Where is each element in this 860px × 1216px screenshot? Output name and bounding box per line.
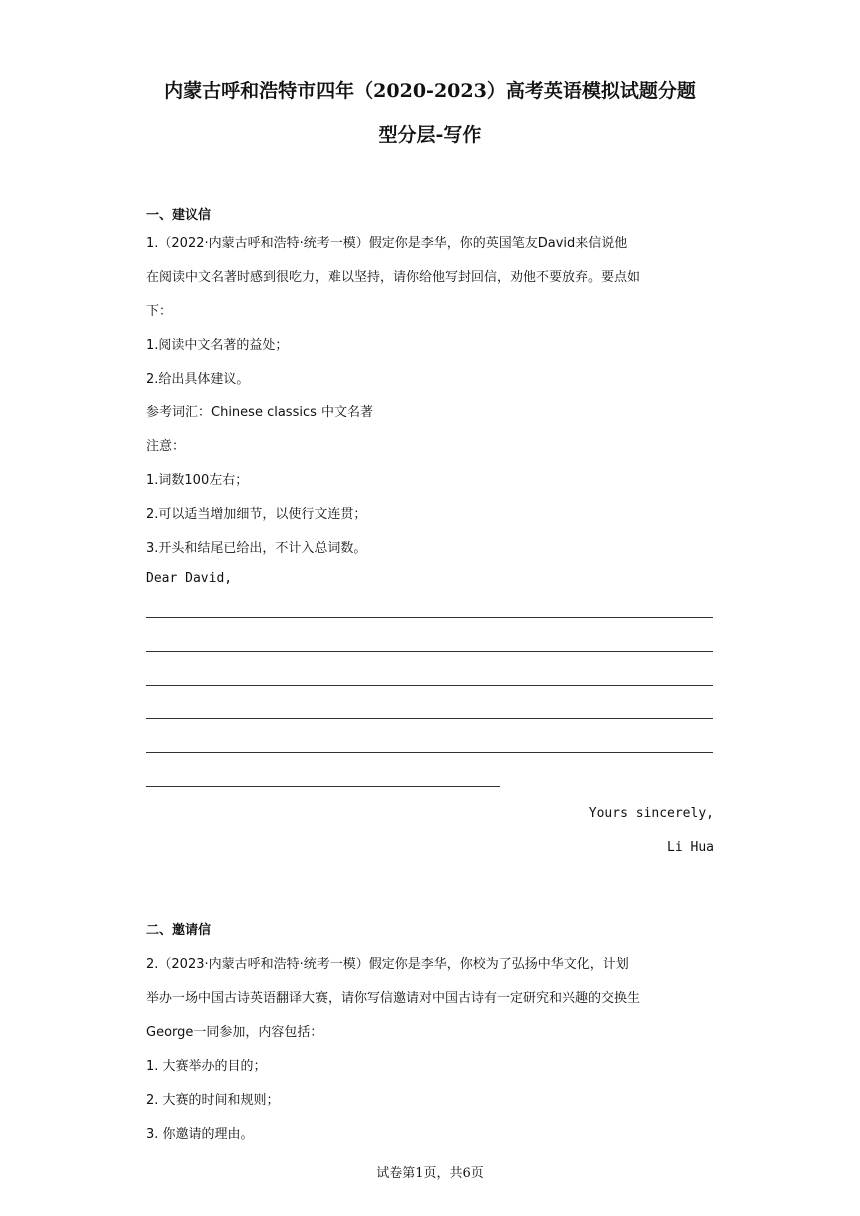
page-footer: 试卷第1页，共6页 [376,1166,484,1181]
note-item: 3.开头和结尾已给出，不计入总词数。 [146,541,367,556]
letter-closing: Yours sincerely, [588,806,714,821]
key-point: 2.给出具体建议。 [146,372,250,387]
letter-signature: Li Hua [667,840,714,855]
answer-line[interactable] [146,752,713,753]
question-text: 2.（2023·内蒙古呼和浩特·统考一模）假定你是李华，你校为了弘扬中华文化，计划 [146,957,629,972]
content-point: 2. 大赛的时间和规则； [146,1093,280,1108]
notes-label: 注意： [146,439,186,454]
answer-line[interactable] [146,685,713,686]
key-point: 1.阅读中文名著的益处； [146,338,289,353]
question-text: 下： [146,304,173,319]
section-heading-suggestion-letter: 一、建议信 [146,208,212,223]
document-title-line1: 内蒙古呼和浩特市四年（2020-2023）高考英语模拟试题分题 [164,80,696,102]
document-title-line2: 型分层-写作 [378,124,482,146]
answer-line[interactable] [146,651,713,652]
question-text: 举办一场中国古诗英语翻译大赛，请你写信邀请对中国古诗有一定研究和兴趣的交换生 [146,991,641,1006]
question-text: 1.（2022·内蒙古呼和浩特·统考一模）假定你是李华，你的英国笔友David来信说他 [146,236,628,251]
content-point: 3. 你邀请的理由。 [146,1127,254,1142]
note-item: 1.词数100左右； [146,473,249,488]
answer-line[interactable] [146,718,713,719]
content-point: 1. 大赛举办的目的； [146,1059,267,1074]
section-heading-invitation-letter: 二、邀请信 [146,923,212,938]
note-item: 2.可以适当增加细节，以使行文连贯； [146,507,367,522]
question-text: 在阅读中文名著时感到很吃力，难以坚持，请你给他写封回信，劝他不要放弃。要点如 [146,270,641,285]
question-text: George一同参加，内容包括： [146,1025,324,1040]
answer-line[interactable] [146,786,500,787]
reference-vocabulary: 参考词汇：Chinese classics 中文名著 [146,405,374,420]
letter-greeting: Dear David, [146,571,233,586]
answer-line[interactable] [146,617,713,618]
